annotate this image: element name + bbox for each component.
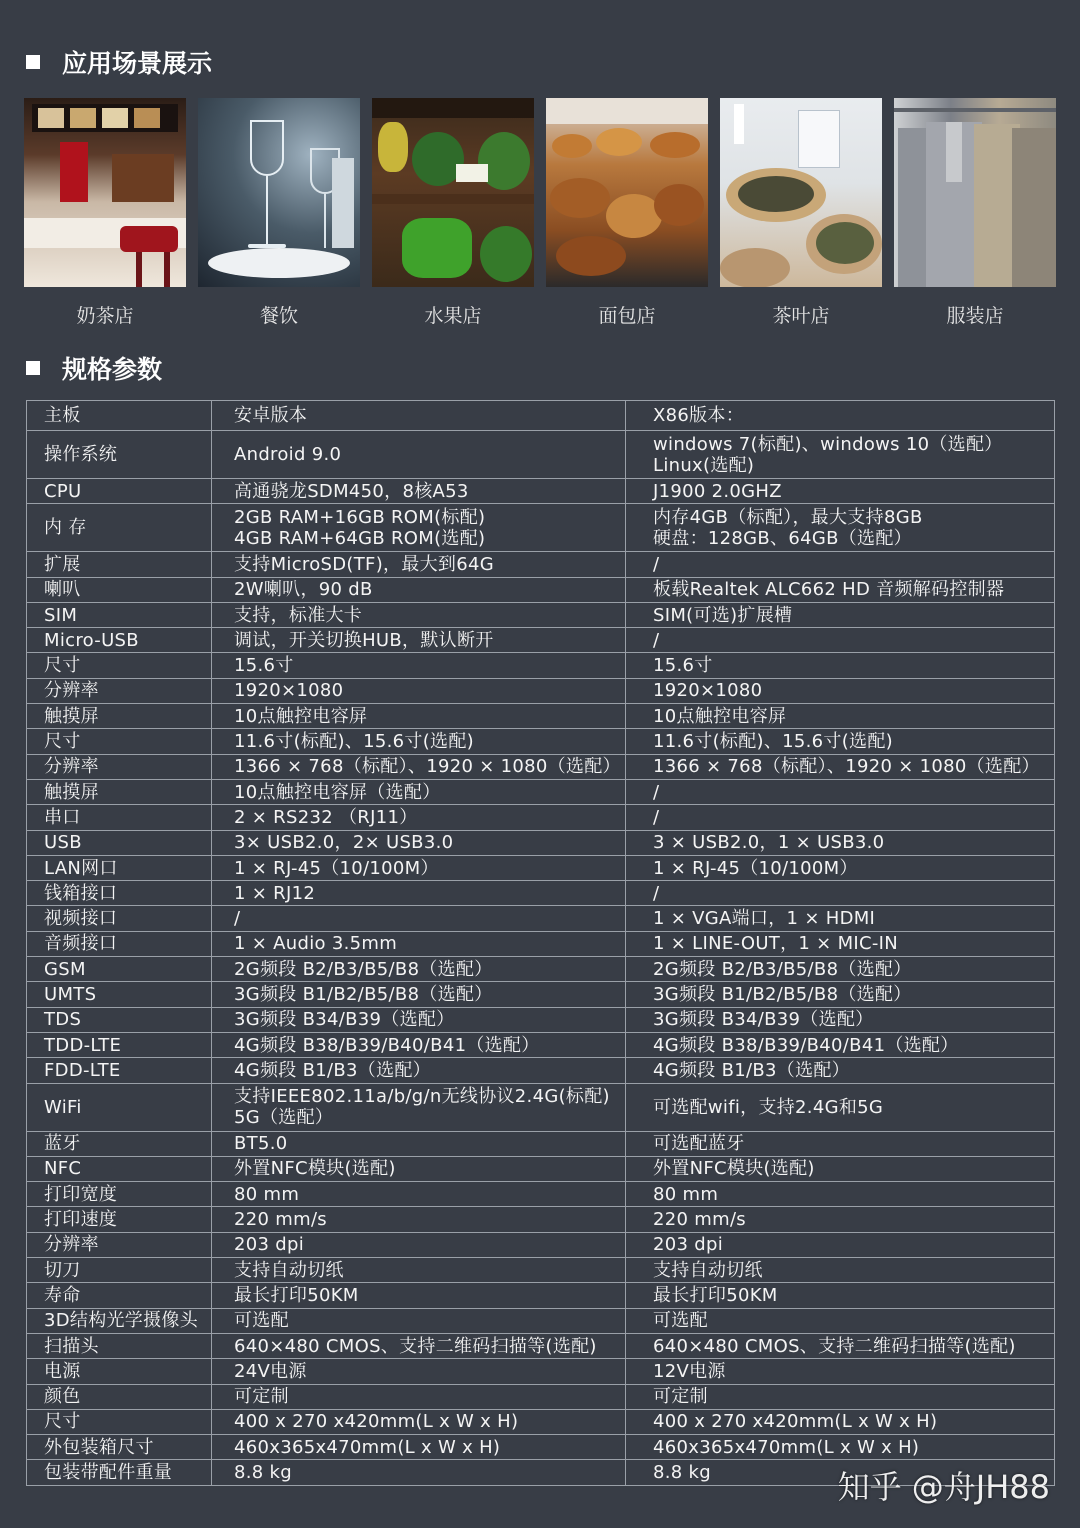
dining-image xyxy=(198,98,360,287)
spec-name-cell: NFC xyxy=(27,1156,212,1181)
spec-name-cell: UMTS xyxy=(27,982,212,1007)
spec-android-cell: Android 9.0 xyxy=(212,431,626,479)
spec-android-cell: 15.6寸 xyxy=(212,653,626,678)
spec-row xyxy=(27,982,1055,1007)
spec-name-cell: 扩展 xyxy=(27,552,212,577)
scene-fruit xyxy=(372,98,534,328)
spec-name-cell: 包装带配件重量 xyxy=(27,1460,212,1485)
spec-name-cell: 寿命 xyxy=(27,1283,212,1308)
spec-android-cell: 4G频段 B1/B3（选配） xyxy=(212,1058,626,1083)
fruit-shop-image xyxy=(372,98,534,287)
spec-row xyxy=(27,653,1055,678)
spec-row xyxy=(27,1182,1055,1207)
spec-x86-cell: / xyxy=(626,628,1055,653)
spec-name-cell: 触摸屏 xyxy=(27,704,212,729)
spec-x86-cell: 可选配 xyxy=(626,1308,1055,1333)
spec-row xyxy=(27,431,1055,479)
spec-name-cell: 音频接口 xyxy=(27,931,212,956)
spec-android-cell: 1 × RJ-45（10/100M） xyxy=(212,855,626,880)
specs-title-text: 规格参数 xyxy=(62,355,163,384)
spec-x86-cell: 2G频段 B2/B3/B5/B8（选配） xyxy=(626,957,1055,982)
spec-x86-cell: 板载Realtek ALC662 HD 音频解码控制器 xyxy=(626,577,1055,602)
scene-label: 水果店 xyxy=(424,305,482,327)
spec-name-cell: WiFi xyxy=(27,1083,212,1131)
spec-row xyxy=(27,957,1055,982)
spec-name-cell: 钱箱接口 xyxy=(27,881,212,906)
spec-name-cell: 触摸屏 xyxy=(27,779,212,804)
spec-x86-cell: 8.8 kg xyxy=(626,1460,1055,1485)
spec-table xyxy=(26,400,1055,1486)
spec-row xyxy=(27,805,1055,830)
specs-section-title xyxy=(26,350,162,386)
spec-name-cell: GSM xyxy=(27,957,212,982)
spec-row xyxy=(27,577,1055,602)
spec-name-cell: 尺寸 xyxy=(27,1409,212,1434)
spec-android-cell: 1366 × 768（标配）、1920 × 1080（选配） xyxy=(212,754,626,779)
spec-row xyxy=(27,1131,1055,1156)
spec-android-cell: 可定制 xyxy=(212,1384,626,1409)
scene-clothing xyxy=(894,98,1056,328)
spec-name-cell: 分辨率 xyxy=(27,1232,212,1257)
spec-android-cell: 24V电源 xyxy=(212,1359,626,1384)
spec-row xyxy=(27,1409,1055,1434)
spec-x86-cell: 640×480 CMOS、支持二维码扫描等(选配) xyxy=(626,1333,1055,1358)
tea-shop-image xyxy=(720,98,882,287)
spec-name-cell: TDD-LTE xyxy=(27,1032,212,1057)
spec-android-cell: 支持，标准大卡 xyxy=(212,602,626,627)
spec-android-cell: 2 × RS232 （RJ11） xyxy=(212,805,626,830)
spec-name-cell: Micro-USB xyxy=(27,628,212,653)
watermark: 知乎 @舟JH88 xyxy=(837,1468,1050,1506)
spec-name-cell: 分辨率 xyxy=(27,754,212,779)
spec-row xyxy=(27,754,1055,779)
spec-row xyxy=(27,1308,1055,1333)
spec-x86-cell: 最长打印50KM xyxy=(626,1283,1055,1308)
spec-x86-cell: 11.6寸(标配)、15.6寸(选配) xyxy=(626,729,1055,754)
spec-row xyxy=(27,1083,1055,1131)
spec-android-cell: 2W喇叭，90 dB xyxy=(212,577,626,602)
spec-android-cell: 支持IEEE802.11a/b/g/n无线协议2.4G(标配) 5G（选配） xyxy=(212,1083,626,1131)
spec-android-cell: 460x365x470mm(L x W x H) xyxy=(212,1435,626,1460)
section-bullet-icon xyxy=(26,55,40,69)
spec-android-cell: 可选配 xyxy=(212,1308,626,1333)
spec-android-cell: 203 dpi xyxy=(212,1232,626,1257)
spec-android-cell: 11.6寸(标配)、15.6寸(选配) xyxy=(212,729,626,754)
spec-x86-cell: / xyxy=(626,779,1055,804)
spec-name-cell: 主板 xyxy=(27,401,212,431)
spec-row xyxy=(27,1032,1055,1057)
spec-name-cell: 串口 xyxy=(27,805,212,830)
spec-x86-cell: 220 mm/s xyxy=(626,1207,1055,1232)
spec-android-cell: / xyxy=(212,906,626,931)
spec-x86-cell: 3 × USB2.0，1 × USB3.0 xyxy=(626,830,1055,855)
spec-android-cell: 调试，开关切换HUB，默认断开 xyxy=(212,628,626,653)
scene-dining xyxy=(198,98,360,328)
spec-row xyxy=(27,906,1055,931)
spec-x86-cell: X86版本： xyxy=(626,401,1055,431)
spec-name-cell: 喇叭 xyxy=(27,577,212,602)
spec-x86-cell: 外置NFC模块(选配) xyxy=(626,1156,1055,1181)
spec-row xyxy=(27,830,1055,855)
spec-name-cell: 外包装箱尺寸 xyxy=(27,1435,212,1460)
scene-milk-tea xyxy=(24,98,186,328)
spec-android-cell: 安卓版本 xyxy=(212,401,626,431)
spec-name-cell: LAN网口 xyxy=(27,855,212,880)
spec-x86-cell: 可选配wifi，支持2.4G和5G xyxy=(626,1083,1055,1131)
spec-name-cell: 电源 xyxy=(27,1359,212,1384)
spec-row xyxy=(27,1007,1055,1032)
spec-android-cell: 640×480 CMOS、支持二维码扫描等(选配) xyxy=(212,1333,626,1358)
spec-name-cell: 3D结构光学摄像头 xyxy=(27,1308,212,1333)
spec-x86-cell: 15.6寸 xyxy=(626,653,1055,678)
spec-android-cell: 4G频段 B38/B39/B40/B41（选配） xyxy=(212,1032,626,1057)
spec-name-cell: 内 存 xyxy=(27,504,212,552)
spec-name-cell: 分辨率 xyxy=(27,678,212,703)
spec-row xyxy=(27,704,1055,729)
scene-label: 餐饮 xyxy=(259,305,298,327)
spec-row xyxy=(27,628,1055,653)
spec-x86-cell: 3G频段 B34/B39（选配） xyxy=(626,1007,1055,1032)
spec-row xyxy=(27,1359,1055,1384)
spec-row xyxy=(27,602,1055,627)
spec-row xyxy=(27,931,1055,956)
spec-x86-cell: / xyxy=(626,881,1055,906)
spec-name-cell: SIM xyxy=(27,602,212,627)
scenes-section-title xyxy=(26,44,212,80)
spec-row xyxy=(27,1156,1055,1181)
scenes-title-text: 应用场景展示 xyxy=(62,49,213,78)
spec-row xyxy=(27,1435,1055,1460)
spec-row xyxy=(27,1232,1055,1257)
spec-x86-cell: 4G频段 B1/B3（选配） xyxy=(626,1058,1055,1083)
spec-name-cell: USB xyxy=(27,830,212,855)
spec-name-cell: 视频接口 xyxy=(27,906,212,931)
spec-row xyxy=(27,401,1055,431)
spec-name-cell: 蓝牙 xyxy=(27,1131,212,1156)
spec-name-cell: 操作系统 xyxy=(27,431,212,479)
spec-android-cell: 支持MicroSD(TF)，最大到64G xyxy=(212,552,626,577)
spec-row xyxy=(27,678,1055,703)
spec-name-cell: 扫描头 xyxy=(27,1333,212,1358)
spec-android-cell: 3× USB2.0，2× USB3.0 xyxy=(212,830,626,855)
spec-android-cell: 3G频段 B34/B39（选配） xyxy=(212,1007,626,1032)
spec-row xyxy=(27,504,1055,552)
spec-android-cell: 10点触控电容屏（选配） xyxy=(212,779,626,804)
spec-x86-cell: / xyxy=(626,805,1055,830)
spec-android-cell: 220 mm/s xyxy=(212,1207,626,1232)
spec-x86-cell: 400 x 270 x420mm(L x W x H) xyxy=(626,1409,1055,1434)
spec-android-cell: 最长打印50KM xyxy=(212,1283,626,1308)
spec-x86-cell: 3G频段 B1/B2/B5/B8（选配） xyxy=(626,982,1055,1007)
spec-x86-cell: 203 dpi xyxy=(626,1232,1055,1257)
spec-x86-cell: 80 mm xyxy=(626,1182,1055,1207)
spec-android-cell: 2GB RAM+16GB ROM(标配) 4GB RAM+64GB ROM(选配) xyxy=(212,504,626,552)
spec-row xyxy=(27,552,1055,577)
spec-name-cell: 切刀 xyxy=(27,1258,212,1283)
spec-row xyxy=(27,1384,1055,1409)
spec-name-cell: 打印速度 xyxy=(27,1207,212,1232)
spec-row xyxy=(27,855,1055,880)
spec-android-cell: 400 x 270 x420mm(L x W x H) xyxy=(212,1409,626,1434)
scene-label: 茶叶店 xyxy=(772,305,830,327)
spec-android-cell: 10点触控电容屏 xyxy=(212,704,626,729)
spec-name-cell: 尺寸 xyxy=(27,729,212,754)
spec-x86-cell: 460x365x470mm(L x W x H) xyxy=(626,1435,1055,1460)
spec-x86-cell: 内存4GB（标配），最大支持8GB 硬盘：128GB、64GB（选配） xyxy=(626,504,1055,552)
spec-android-cell: 支持自动切纸 xyxy=(212,1258,626,1283)
scene-gallery xyxy=(24,98,1056,328)
spec-android-cell: 1 × Audio 3.5mm xyxy=(212,931,626,956)
spec-android-cell: 高通骁龙SDM450，8核A53 xyxy=(212,479,626,504)
spec-x86-cell: 4G频段 B38/B39/B40/B41（选配） xyxy=(626,1032,1055,1057)
spec-row xyxy=(27,1258,1055,1283)
spec-android-cell: 1 × RJ12 xyxy=(212,881,626,906)
spec-x86-cell: 1 × VGA端口，1 × HDMI xyxy=(626,906,1055,931)
spec-x86-cell: / xyxy=(626,552,1055,577)
spec-row xyxy=(27,1058,1055,1083)
spec-android-cell: 1920×1080 xyxy=(212,678,626,703)
spec-x86-cell: 可定制 xyxy=(626,1384,1055,1409)
spec-name-cell: CPU xyxy=(27,479,212,504)
bakery-image xyxy=(546,98,708,287)
spec-android-cell: BT5.0 xyxy=(212,1131,626,1156)
spec-name-cell: 颜色 xyxy=(27,1384,212,1409)
spec-x86-cell: 可选配蓝牙 xyxy=(626,1131,1055,1156)
spec-x86-cell: 1920×1080 xyxy=(626,678,1055,703)
spec-x86-cell: SIM(可选)扩展槽 xyxy=(626,602,1055,627)
spec-name-cell: 尺寸 xyxy=(27,653,212,678)
scene-label: 服装店 xyxy=(946,305,1004,327)
spec-row xyxy=(27,1207,1055,1232)
spec-name-cell: FDD-LTE xyxy=(27,1058,212,1083)
milk-tea-shop-image xyxy=(24,98,186,287)
scene-tea xyxy=(720,98,882,328)
spec-name-cell: 打印宽度 xyxy=(27,1182,212,1207)
spec-row xyxy=(27,479,1055,504)
spec-x86-cell: 1 × LINE-OUT，1 × MIC-IN xyxy=(626,931,1055,956)
spec-row xyxy=(27,881,1055,906)
spec-name-cell: TDS xyxy=(27,1007,212,1032)
spec-x86-cell: 12V电源 xyxy=(626,1359,1055,1384)
spec-x86-cell: 1 × RJ-45（10/100M） xyxy=(626,855,1055,880)
spec-android-cell: 8.8 kg xyxy=(212,1460,626,1485)
scene-bakery xyxy=(546,98,708,328)
scene-label: 面包店 xyxy=(598,305,656,327)
scene-label: 奶茶店 xyxy=(76,305,134,327)
spec-x86-cell: 1366 × 768（标配）、1920 × 1080（选配） xyxy=(626,754,1055,779)
spec-row xyxy=(27,729,1055,754)
spec-android-cell: 2G频段 B2/B3/B5/B8（选配） xyxy=(212,957,626,982)
spec-x86-cell: J1900 2.0GHZ xyxy=(626,479,1055,504)
spec-android-cell: 3G频段 B1/B2/B5/B8（选配） xyxy=(212,982,626,1007)
spec-android-cell: 外置NFC模块(选配) xyxy=(212,1156,626,1181)
spec-x86-cell: 10点触控电容屏 xyxy=(626,704,1055,729)
spec-row xyxy=(27,1333,1055,1358)
clothing-shop-image xyxy=(894,98,1056,287)
spec-row xyxy=(27,1283,1055,1308)
spec-row xyxy=(27,779,1055,804)
spec-x86-cell: 支持自动切纸 xyxy=(626,1258,1055,1283)
spec-android-cell: 80 mm xyxy=(212,1182,626,1207)
section-bullet-icon xyxy=(26,361,40,375)
spec-x86-cell: windows 7(标配)、windows 10（选配） Linux(选配) xyxy=(626,431,1055,479)
